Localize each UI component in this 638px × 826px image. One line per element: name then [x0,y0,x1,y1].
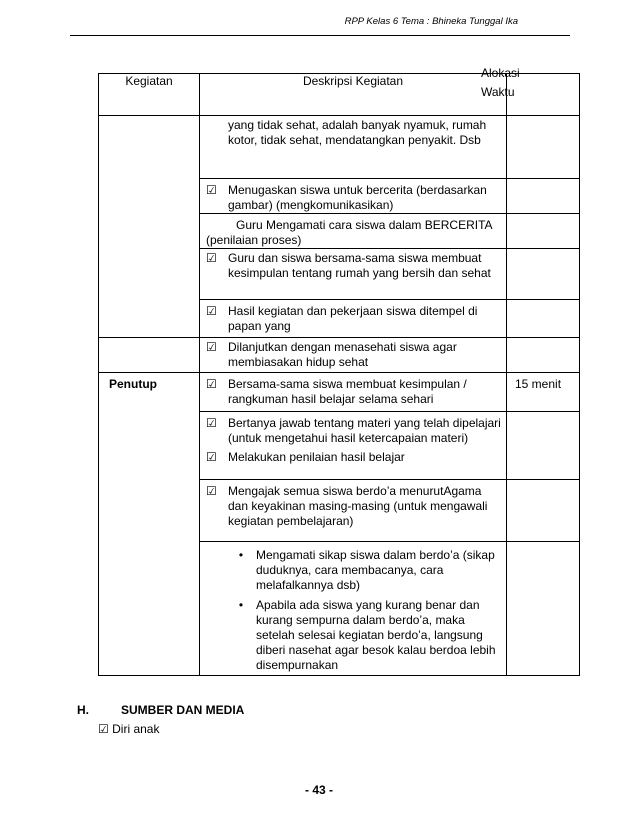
time-cell-blank [507,249,580,300]
continuation-text: yang tidak sehat, adalah banyak nyamuk, rumah kotor, tidak sehat, mendatangkan penyakit. Dsb [228,118,487,147]
description-cell [200,116,507,179]
bullet-item: • Apabila ada siswa yang kurang benar dan kurang sempurna dalam berdo’a, maka setelah selesai kegiatan berdo’a, langsung diberi nasehat agar besok kalau berdoa lebih disempurnakan [200,593,506,675]
time-value: 15 menit [507,373,580,412]
bullet-item: • Mengamati sikap siswa dalam berdo’a (sikap duduknya, cara membacanya, cara melafalkannya dsb) [200,542,506,593]
list-item: ☑ Bertanya jawab tentang materi yang telah dipelajari (untuk mengetahui hasil ketercapaian materi) [206,416,501,445]
description-cell [200,214,507,249]
time-cell-blank [507,480,580,542]
time-cell-blank [507,300,580,338]
checkbox-icon: ☑ [206,416,217,430]
section-heading [77,703,244,717]
list-item: ☑ Menugaskan siswa untuk bercerita (berdasarkan gambar) (mengkomunikasikan) [206,183,487,212]
activity-table [98,66,580,676]
description-cell [200,338,507,373]
table-header-row [99,74,580,116]
bullet-icon: • [238,548,244,562]
list-item: ☑ Dilanjutkan dengan menasehati siswa agar membiasakan hidup sehat [206,340,457,369]
description-cell [200,480,507,542]
checkbox-icon: ☑ [206,450,217,464]
checkbox-icon: ☑ [206,251,217,265]
col-header-alokasi-line2: Waktu [481,85,515,99]
description-cell [200,249,507,300]
description-cell [200,179,507,214]
list-item: ☑ Bersama-sama siswa membuat kesimpulan / rangkuman hasil belajar selama sehari [206,377,467,406]
section-item [98,722,159,736]
checkbox-icon: ☑ [206,183,217,197]
bullet-icon: • [238,598,244,612]
table-row [99,338,580,373]
section-label: H. [77,703,89,717]
time-cell-blank [507,542,580,676]
header-rule [70,35,570,36]
time-cell-blank [507,179,580,214]
col-header-alokasi-line1: Alokasi [481,66,520,80]
section-item-text: Diri anak [112,722,160,736]
list-item: ☑ Melakukan penilaian hasil belajar [206,450,405,464]
list-item: ☑ Mengajak semua siswa berdo’a menurutAgama dan keyakinan masing-masing (untuk mengawali kegiatan pembelajaran) [206,484,488,528]
section-title: SUMBER DAN MEDIA [121,703,245,717]
time-cell-blank [507,412,580,480]
checkbox-icon: ☑ [206,340,217,354]
checkbox-icon: ☑ [98,722,109,736]
checkbox-icon: ☑ [206,304,217,318]
list-item: ☑ Guru dan siswa bersama-sama siswa membuat kesimpulan tentang rumah yang bersih dan sehat [206,251,491,280]
time-cell-blank [507,338,580,373]
kegiatan-cell-blank [99,338,200,373]
running-header: RPP Kelas 6 Tema : Bhineka Tunggal Ika [344,16,518,27]
table-row [99,116,580,179]
col-header-alokasi [481,66,580,116]
list-item: ☑ Hasil kegiatan dan pekerjaan siswa ditempel di papan yang [206,304,478,333]
time-cell-blank [507,116,580,179]
description-cell [200,300,507,338]
col-header-deskripsi: Deskripsi Kegiatan [200,74,507,116]
list-item: Guru Mengamati cara siswa dalam BERCERITA (penilaian proses) [206,218,492,247]
description-cell [200,373,507,412]
kegiatan-penutup: Penutup [99,373,200,676]
checkbox-icon: ☑ [206,377,217,391]
table-row [99,373,580,412]
checkbox-icon: ☑ [206,484,217,498]
kegiatan-cell-blank [99,116,200,338]
description-cell [200,412,507,480]
col-header-kegiatan: Kegiatan [99,74,200,116]
page-number: - 43 - [304,783,333,797]
description-cell [200,542,507,676]
time-cell-blank [507,214,580,249]
